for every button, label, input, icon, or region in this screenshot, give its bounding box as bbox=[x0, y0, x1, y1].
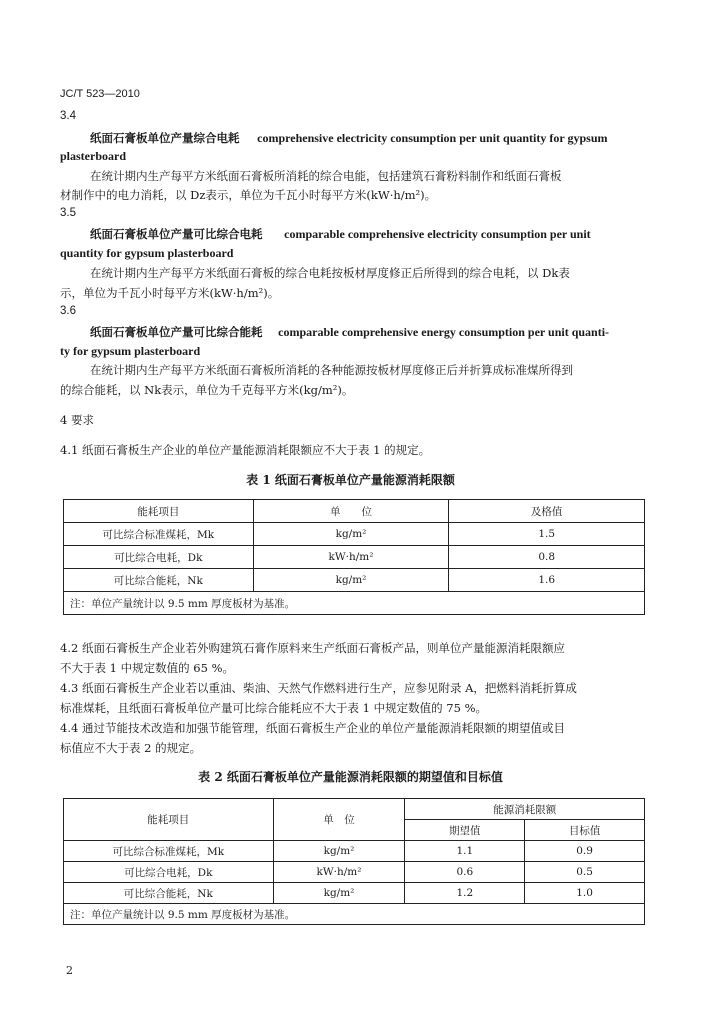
table-cell: kg/m² bbox=[253, 523, 449, 546]
clause-4-4-continued: 标值应不大于表 2 的规定。 bbox=[60, 741, 202, 755]
table-cell: kg/m² bbox=[273, 841, 405, 862]
table-cell: 1.0 bbox=[525, 883, 645, 904]
table-cell: 0.9 bbox=[525, 841, 645, 862]
document-id: JC/T 523—2010 bbox=[60, 88, 140, 100]
term-cn: 纸面石膏板单位产量综合电耗 bbox=[90, 131, 240, 145]
term-3-6 bbox=[90, 324, 609, 340]
table-row bbox=[64, 546, 645, 569]
table-1 bbox=[63, 499, 645, 615]
definition-line: 在统计期内生产每平方米纸面石膏板所消耗的综合电能，包括建筑石膏粉料制作和纸面石膏板 bbox=[90, 169, 562, 183]
table-cell: 1.5 bbox=[449, 523, 645, 546]
section-heading-4: 4 要求 bbox=[60, 413, 94, 427]
clause-4-1: 4.1 纸面石膏板生产企业的单位产量能源消耗限额应不大于表 1 的规定。 bbox=[60, 443, 431, 457]
table-cell: 1.2 bbox=[405, 883, 525, 904]
table-cell: 0.8 bbox=[449, 546, 645, 569]
clause-4-2-continued: 不大于表 1 中规定数值的 65 %。 bbox=[60, 661, 234, 675]
clause-4-3-continued: 标准煤耗，且纸面石膏板单位产量可比综合能耗应不大于表 1 中规定数值的 75 %。 bbox=[60, 701, 487, 715]
table-cell: 可比综合电耗，Dk bbox=[64, 862, 274, 883]
table-cell: kW·h/m² bbox=[253, 546, 449, 569]
definition-line: 的综合能耗，以 Nk表示，单位为千克每平方米(kg/m²)。 bbox=[60, 383, 354, 397]
table-cell: 可比综合标准煤耗，Mk bbox=[64, 523, 254, 546]
table-row bbox=[64, 883, 645, 904]
header-cell: 单 位 bbox=[273, 799, 405, 841]
table-row bbox=[64, 862, 645, 883]
clause-number-3-5: 3.5 bbox=[60, 207, 76, 219]
header-cell: 期望值 bbox=[405, 820, 525, 841]
header-cell: 能耗项目 bbox=[64, 500, 254, 523]
table-2 bbox=[63, 798, 645, 925]
table-1-caption: 表 1 纸面石膏板单位产量能源消耗限额 bbox=[246, 473, 455, 487]
term-3-4 bbox=[90, 130, 608, 146]
definition-line: 在统计期内生产每平方米纸面石膏板所消耗的各种能源按板材厚度修正后并折算成标准煤所得到 bbox=[90, 363, 573, 377]
header-cell: 目标值 bbox=[525, 820, 645, 841]
table-cell: 0.5 bbox=[525, 862, 645, 883]
term-cn: 纸面石膏板单位产量可比综合能耗 bbox=[90, 325, 263, 339]
clause-4-3: 4.3 纸面石膏板生产企业若以重油、柴油、天然气作燃料进行生产，应参见附录 A，把燃料消耗折算成 bbox=[60, 681, 577, 695]
table-header-row bbox=[64, 500, 645, 523]
table-cell: 1.6 bbox=[449, 569, 645, 592]
header-cell: 及格值 bbox=[449, 500, 645, 523]
table-row bbox=[64, 569, 645, 592]
table-cell: kW·h/m² bbox=[273, 862, 405, 883]
table-cell: 可比综合标准煤耗，Mk bbox=[64, 841, 274, 862]
clause-4-2: 4.2 纸面石膏板生产企业若外购建筑石膏作原料来生产纸面石膏板产品，则单位产量能源消耗限额应 bbox=[60, 641, 565, 655]
term-3-5 bbox=[90, 226, 591, 242]
header-cell: 单 位 bbox=[253, 500, 449, 523]
table-note-row bbox=[64, 592, 645, 615]
table-cell: 可比综合电耗，Dk bbox=[64, 546, 254, 569]
table-cell: 0.6 bbox=[405, 862, 525, 883]
term-en-continued: ty for gypsum plasterboard bbox=[60, 344, 201, 358]
header-group-cell: 能源消耗限额 bbox=[405, 799, 645, 820]
table-cell: kg/m² bbox=[273, 883, 405, 904]
term-en-continued: quantity for gypsum plasterboard bbox=[60, 246, 234, 260]
term-en: comparable comprehensive electricity consumption per unit bbox=[284, 227, 591, 241]
table-cell: 可比综合能耗，Nk bbox=[64, 883, 274, 904]
term-en: comprehensive electricity consumption per unit quantity for gypsum bbox=[257, 131, 608, 145]
table-note: 注：单位产量统计以 9.5 mm 厚度板材为基准。 bbox=[64, 904, 645, 925]
table-row bbox=[64, 523, 645, 546]
term-en-continued: plasterboard bbox=[60, 149, 126, 163]
page-number: 2 bbox=[66, 964, 73, 977]
header-cell: 能耗项目 bbox=[64, 799, 274, 841]
table-cell: 1.1 bbox=[405, 841, 525, 862]
term-en: comparable comprehensive energy consumption per unit quanti- bbox=[278, 325, 610, 339]
table-cell: kg/m² bbox=[253, 569, 449, 592]
clause-number-3-4: 3.4 bbox=[60, 110, 76, 122]
table-row bbox=[64, 841, 645, 862]
clause-number-3-6: 3.6 bbox=[60, 305, 76, 317]
definition-line: 材制作中的电力消耗，以 Dz表示，单位为千瓦小时每平方米(kW·h/m²)。 bbox=[60, 188, 437, 202]
definition-line: 在统计期内生产每平方米纸面石膏板的综合电耗按板材厚度修正后所得到的综合电耗，以 Dk表 bbox=[90, 266, 570, 280]
table-note: 注：单位产量统计以 9.5 mm 厚度板材为基准。 bbox=[64, 592, 645, 615]
table-note-row bbox=[64, 904, 645, 925]
table-cell: 可比综合能耗，Nk bbox=[64, 569, 254, 592]
term-cn: 纸面石膏板单位产量可比综合电耗 bbox=[90, 227, 263, 241]
clause-4-4: 4.4 通过节能技术改造和加强节能管理，纸面石膏板生产企业的单位产量能源消耗限额的期望值或目 bbox=[60, 721, 565, 735]
definition-line: 示，单位为千瓦小时每平方米(kW·h/m²)。 bbox=[60, 286, 280, 300]
table-2-caption: 表 2 纸面石膏板单位产量能源消耗限额的期望值和目标值 bbox=[198, 770, 503, 784]
table-header-row bbox=[64, 799, 645, 820]
